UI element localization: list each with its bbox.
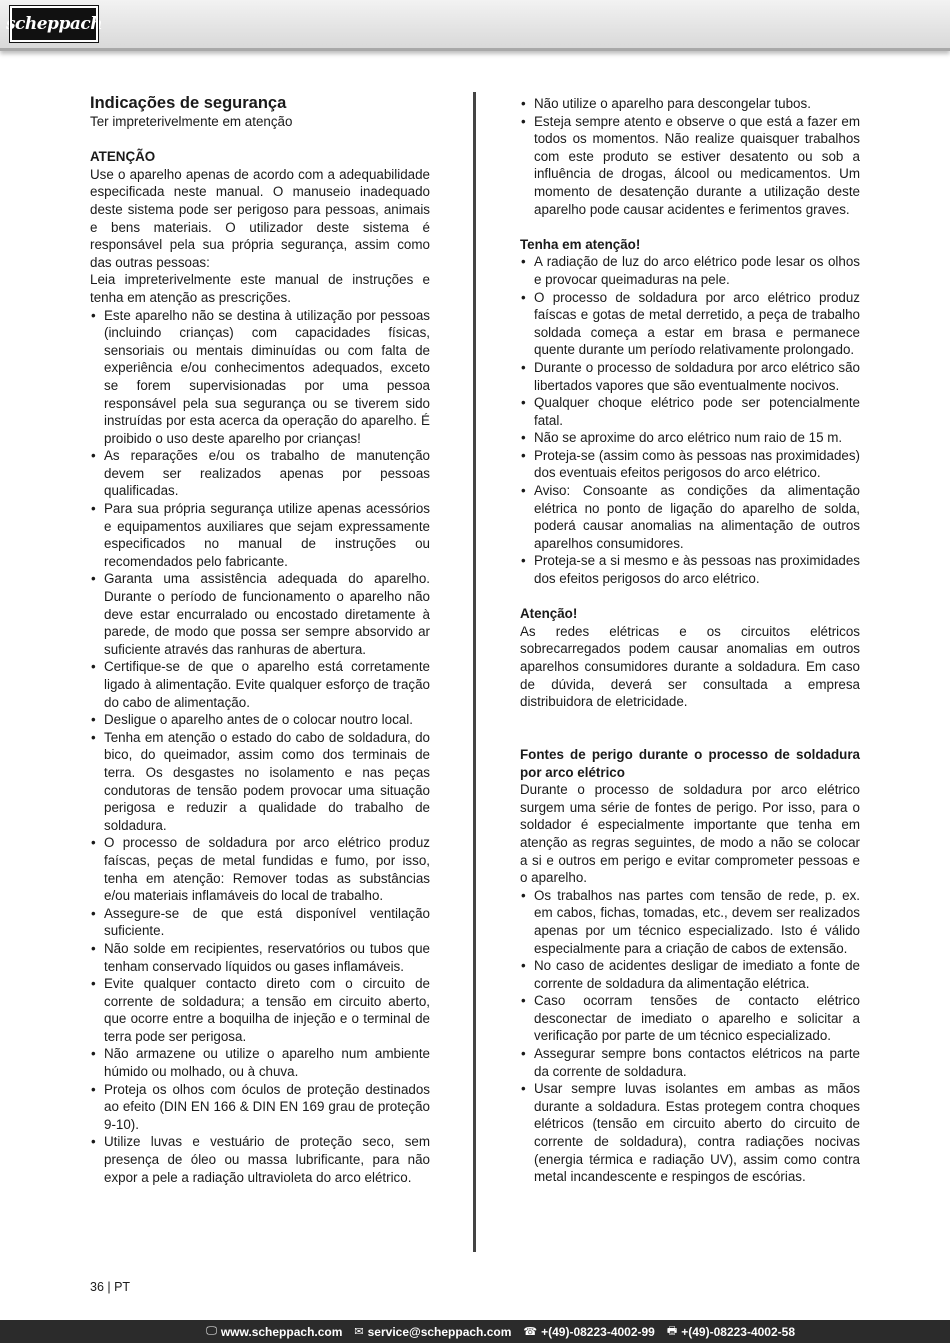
- list-item: • Não armazene ou utilize o aparelho num ambiente húmido ou molhado, ou à chuva.: [90, 1045, 430, 1080]
- footer-fax: [667, 1322, 795, 1341]
- caution-list: [520, 253, 860, 587]
- list-item: • Utilize luvas e vestuário de proteção seco, sem presença de óleo ou massa lubrificante, para não expor a pele a radiação ultravioleta do arco elétrico.: [90, 1133, 430, 1186]
- list-item: • Proteja-se a si mesmo e às pessoas nas proximidades dos efeitos perigosos do arco elétrico.: [520, 552, 860, 587]
- email-text: service@scheppach.com: [367, 1324, 512, 1339]
- fax-text: +(49)-08223-4002-58: [681, 1324, 795, 1339]
- list-item: • Tenha em atenção o estado do cabo de soldadura, do bico, do queimador, assim como dos terminais de terra. Os desgastes no isolamento e nas peças condutoras de tensão podem provocar uma situação perigosa e reduzir a qualidade do trabalho de soldadura.: [90, 729, 430, 835]
- website-text: www.scheppach.com: [220, 1324, 343, 1339]
- hazards-list: [520, 887, 860, 1186]
- footer-phone[interactable]: [523, 1325, 654, 1339]
- attention-heading: ATENÇÃO: [90, 149, 156, 165]
- list-item: • Esteja sempre atento e observe o que está a fazer em todos os momentos. Não realize quaisquer trabalhos com este produto se estiver desatento ou sob a influência de drogas, álcool ou medicamentos. Um momento de desatenção durante a utilização deste aparelho pode causar acidentes e ferimentos graves.: [520, 113, 860, 219]
- list-item: • Não solde em recipientes, reservatórios ou tubos que tenham conservado líquidos ou gases inflamáveis.: [90, 940, 430, 975]
- hazards-intro: Durante o processo de soldadura por arco elétrico surgem uma série de fontes de perigo. Por isso, para o soldador é especialmente importante que tenha em atenção as regras seguintes, de modo a não se colocar a si e outros em perigo e evitar comprometer pessoas e o aparelho.: [520, 782, 860, 886]
- list-item: • No caso de acidentes desligar de imediato a fonte de corrente de soldadura da alimentação elétrica.: [520, 957, 860, 992]
- footer-website[interactable]: [206, 1325, 342, 1339]
- envelope-icon: ✉: [354, 1326, 364, 1338]
- list-item: • Proteja-se (assim como às pessoas nas proximidades) dos eventuais efeitos perigosos do arco elétrico.: [520, 447, 860, 482]
- section-subtitle: Ter impreterivelmente em atenção: [90, 114, 293, 129]
- list-item: • Assegure-se de que está disponível ventilação suficiente.: [90, 905, 430, 940]
- list-item: • Os trabalhos nas partes com tensão de rede, p. ex. em cabos, fichas, tomadas, etc., devem ser realizados apenas por um técnico especializado. Isto é válido especialmente para a criação de cabos de extensão.: [520, 887, 860, 957]
- list-item: • As reparações e/ou os trabalho de manutenção devem ser realizados apenas por pessoas qualificadas.: [90, 447, 430, 500]
- left-column: [90, 93, 430, 1186]
- list-item: • Usar sempre luvas isolantes em ambas as mãos durante a soldadura. Estas protegem contra choques elétricos (tensão em circuito aberto do circuito de corrente de soldadura), contra radiações nocivas (energia térmica e radiação UV), assim como contra metal incandescente e respingos de escórias.: [520, 1080, 860, 1186]
- list-item: • Não utilize o aparelho para descongelar tubos.: [520, 95, 860, 113]
- safety-list-continued: [520, 95, 860, 218]
- list-item: • Qualquer choque elétrico pode ser potencialmente fatal.: [520, 394, 860, 429]
- list-item: • Certifique-se de que o aparelho está corretamente ligado à alimentação. Evite qualquer esforço de tração do cabo de alimentação.: [90, 658, 430, 711]
- section-title: Indicações de segurança: [90, 94, 287, 112]
- right-column: [520, 95, 860, 1186]
- page-number: 36 | PT: [90, 1280, 131, 1294]
- attention-paragraph: As redes elétricas e os circuitos elétricos sobrecarregados podem causar anomalias em outros aparelhos consumidores durante a soldadura. Em caso de dúvida, deverá ser consultada a empresa distribuidora de eletricidade.: [520, 623, 860, 710]
- hazards-heading: Fontes de perigo durante o processo de soldadura por arco elétrico: [520, 746, 860, 780]
- intro-paragraph: Use o aparelho apenas de acordo com a adequabilidade especificada neste manual. O manuseio inadequado deste sistema pode ser perigoso para pessoas, animais e bens materiais. O utilizador deste sistema é responsável pela sua própria segurança, assim como das outras pessoas:: [90, 166, 430, 270]
- list-item: • Garanta uma assistência adequada do aparelho. Durante o período de funcionamento o aparelho não deve estar encurralado ou encostado diretamente à parede, de modo que possa ser sempre absorvido ar suficiente através das ranhuras de abertura.: [90, 570, 430, 658]
- page-footer: [0, 1320, 950, 1343]
- list-item: • Assegurar sempre bons contactos elétricos na parte da corrente de soldadura.: [520, 1045, 860, 1080]
- phone-icon: ☎: [523, 1326, 538, 1338]
- caution-heading: Tenha em atenção!: [520, 236, 641, 252]
- attention-heading-2: Atenção!: [520, 606, 578, 622]
- list-item: • Para sua própria segurança utilize apenas acessórios e equipamentos auxiliares que sejam expressamente especificados no manual de instruções ou recomendados pelo fabricante.: [90, 500, 430, 570]
- list-item: • Durante o processo de soldadura por arco elétrico são libertados vapores que são eventualmente nocivos.: [520, 359, 860, 394]
- list-item: • Desligue o aparelho antes de o colocar noutro local.: [90, 711, 430, 729]
- list-item: • Evite qualquer contacto direto com o circuito de corrente de soldadura; a tensão em circuito aberto, que ocorre entre a boquilha de injeção e o terminal de terra pode ser perigosa.: [90, 975, 430, 1045]
- list-item: • Aviso: Consoante as condições da alimentação elétrica no ponto de ligação do aparelho de solda, poderá causar anomalias na alimentação de outros aparelhos consumidores.: [520, 482, 860, 552]
- safety-list: [90, 307, 430, 1187]
- list-item: • O processo de soldadura por arco elétrico produz faíscas, peças de metal fundidas e fumo, por isso, tenha em atenção: Remover todas as substâncias e/ou materiais inflamáveis do local de trabalho.: [90, 834, 430, 904]
- page-header: [0, 0, 950, 51]
- list-item: • Caso ocorram tensões de contacto elétrico desconectar de imediato o aparelho e solicitar a verificação por parte de um técnico especializado.: [520, 992, 860, 1045]
- column-divider: [473, 92, 476, 1252]
- list-item: • Proteja os olhos com óculos de proteção destinados ao efeito (DIN EN 166 & DIN EN 169 grau de proteção 9-10).: [90, 1081, 430, 1134]
- scheppach-logo: scheppach: [10, 6, 98, 42]
- phone-text: +(49)-08223-4002-99: [541, 1324, 655, 1339]
- list-item: • O processo de soldadura por arco elétrico produz faíscas e gotas de metal derretido, a peça de trabalho soldada começa a estar em brasa e permanece quente durante um período relativamente prolongado.: [520, 289, 860, 359]
- list-item: • A radiação de luz do arco elétrico pode lesar os olhos e provocar queimaduras na pele.: [520, 253, 860, 288]
- list-item: • Não se aproxime do arco elétrico num raio de 15 m.: [520, 429, 860, 447]
- list-item: • Este aparelho não se destina à utilização por pessoas (incluindo crianças) com capacidades físicas, sensoriais ou mentais diminuídas ou com falta de experiência e/ou conhecimentos adequados, exceto se forem supervisionadas por uma pessoa responsável pela sua segurança ou se tiverem sido instruídas por esta acerca da operação do aparelho. É proibido o uso deste aparelho por crianças!: [90, 307, 430, 448]
- fax-icon: 🖶: [666, 1325, 678, 1337]
- footer-email[interactable]: [354, 1325, 511, 1339]
- read-manual-paragraph: Leia impreterivelmente este manual de instruções e tenha em atenção as prescrições.: [90, 272, 430, 305]
- monitor-icon: 🖵: [206, 1325, 217, 1337]
